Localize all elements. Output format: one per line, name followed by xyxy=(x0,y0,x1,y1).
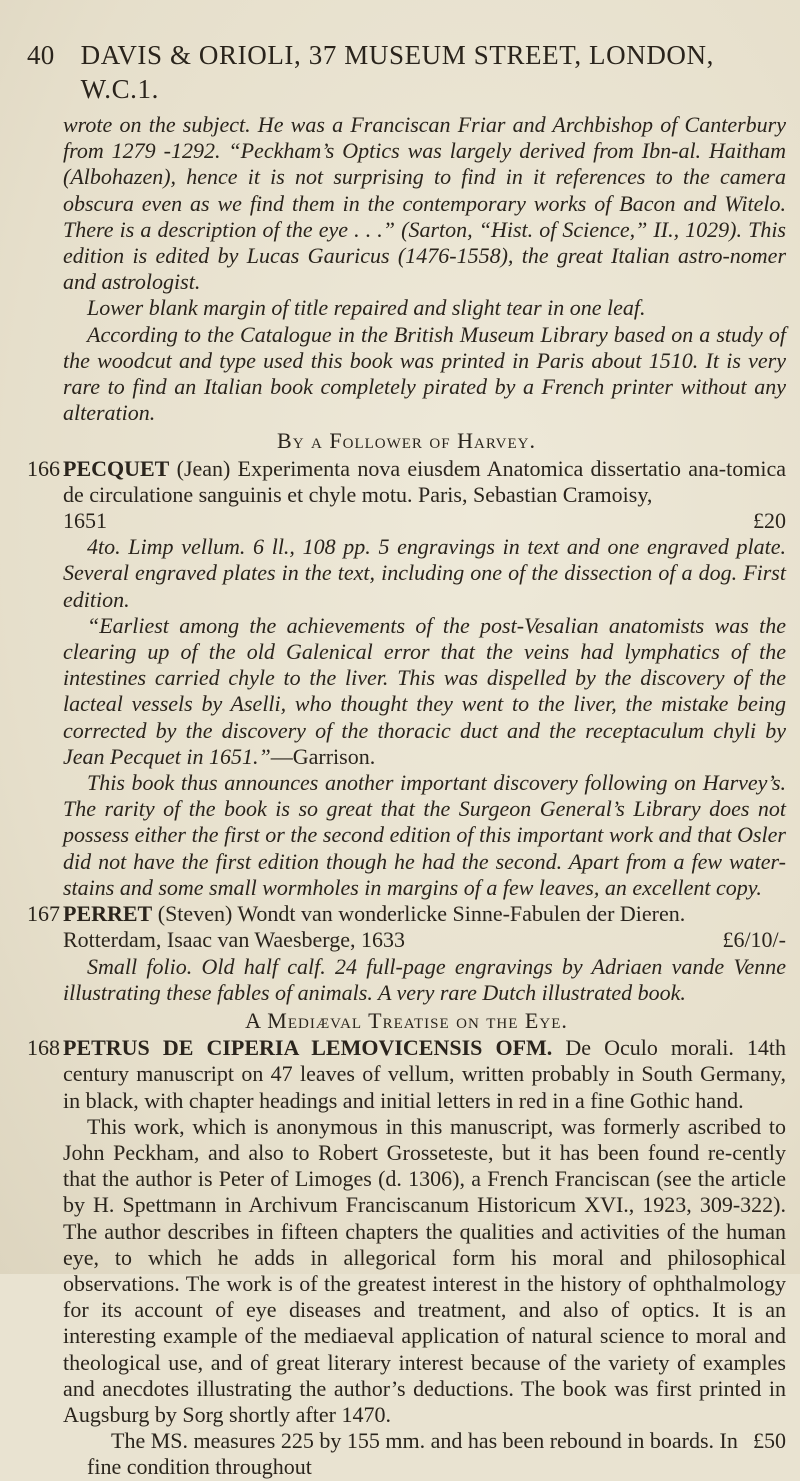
entry-measurements-line xyxy=(27,1428,786,1480)
printing-note: According to the Catalogue in the British Museum Library based on a study of the woodcut and type used this book was printed in Paris about 1510. It is very rare to find an Italian book completely pirated by a French printer without any alteration. xyxy=(63,321,786,426)
entry-imprint: Rotterdam, Isaac van Waesberge, 1633 xyxy=(63,927,405,953)
section-heading-harvey: By a Follower of Harvey. xyxy=(277,428,536,454)
entry-title-text: De Oculo morali. 14th century manuscript on 47 leaves of vellum, written probably in South Germany, in black, with chapter headings and initial letters in red in a fine Gothic hand. xyxy=(63,1035,787,1113)
entry-author: PECQUET xyxy=(63,455,170,481)
entry-price: £6/10/- xyxy=(722,927,786,953)
entry-quote xyxy=(27,613,786,770)
entry-collation: Small folio. Old half calf. 24 full-page engravings by Adriaen vande Venne illustrating these fables of animals. A very rare Dutch illustrated book. xyxy=(63,953,786,1005)
entry-price: £20 xyxy=(753,508,786,534)
entry-title-text: (Jean) Experimenta nova eiusdem Anatomica dissertatio ana-tomica de circulatione sanguinis et chyle motu. Paris, Sebastian Cramoisy, xyxy=(63,455,786,507)
entry-notes: This book thus announces another important discovery following on Harvey’s. The rarity of the book is so great that the Surgeon General’s Library does not possess either the first or the second edition of this important work and that Osler did not have the first edition though he had the second. Apart from a few water-stains and some small wormholes in margins of a few leaves, an excellent copy. xyxy=(63,770,786,900)
quote-source: —Garrison. xyxy=(270,743,376,769)
quote-text: “Earliest among the achievements of the post-Vesalian anatomists was the clearing up of the old Galenical error that the veins had lymphatics of the intestines carried chyle to the liver. This was dispelled by the discovery of the lacteal vessels by Aselli, who thought they went to the liver, the mistake being corrected by the discovery of the thoracic duct and the receptaculum chyli by Jean Pecquet in 1651.” xyxy=(63,612,786,769)
page-number: 40 xyxy=(27,40,55,70)
continued-description: wrote on the subject. He was a Franciscan Friar and Archbishop of Canterbury from 1279 -1292. “Peckham’s Optics was largely derived from Ibn-al. Haitham (Albohazen), hence it is not surprising to find in it references to the camera obscura even as we find them in the contemporary works of Bacon and Witelo. There is a description of the eye . . .” (Sarton, “Hist. of Science,” II., 1029). This edition is edited by Lucas Gauricus (1476-1558), the great Italian astro-nomer and astrologist. xyxy=(63,112,786,295)
catalogue-entry-166 xyxy=(27,456,786,901)
entry-title xyxy=(27,901,786,927)
running-head xyxy=(27,38,786,106)
entry-measurements: The MS. measures 225 by 155 mm. and has been rebound in boards. In fine condition throughout xyxy=(87,1428,738,1480)
entry-title xyxy=(27,456,786,508)
entry-imprint-line xyxy=(27,508,786,534)
entry-number: 167 xyxy=(27,901,60,927)
entry-author: PETRUS DE CIPERIA LEMOVICENSIS OFM. xyxy=(63,1035,553,1061)
entry-imprint-line xyxy=(27,927,786,953)
section-heading-eye: A Mediæval Treatise on the Eye. xyxy=(245,1007,568,1033)
catalogue-entry-168 xyxy=(27,1035,786,1480)
catalogue-entry-167 xyxy=(27,901,786,1006)
running-title: DAVIS & ORIOLI, 37 MUSEUM STREET, LONDON, W.C.1. xyxy=(80,40,714,104)
entry-price: £50 xyxy=(753,1428,786,1454)
entry-author: PERRET xyxy=(63,901,153,927)
catalogue-body xyxy=(27,112,786,1481)
entry-year: 1651 xyxy=(63,508,107,534)
condition-note: Lower blank margin of title repaired and slight tear in one leaf. xyxy=(87,295,646,321)
entry-number: 166 xyxy=(27,455,60,481)
entry-collation: 4to. Limp vellum. 6 ll., 108 pp. 5 engravings in text and one engraved plate. Several engraved plates in the text, including one of the dissection of a dog. First edition. xyxy=(63,534,786,612)
entry-number: 168 xyxy=(27,1035,60,1061)
entry-title xyxy=(27,1035,786,1114)
entry-description: This work, which is anonymous in this manuscript, was formerly ascribed to John Peckham, and also to Robert Grosseteste, but it has been found re-cently that the author is Peter of Limoges (d. 1306), a French Franciscan (see the article by H. Spettmann in Archivum Franciscanum Historicum XVI., 1923, 309-322). The author describes in fifteen chapters the qualities and activities of the human eye, to which he adds in allegorical form his moral and philosophical observations. The work is of the greatest interest in the history of ophthalmology for its account of eye diseases and treatment, and also of optics. It is an interesting example of the mediaeval application of natural science to moral and theological use, and of great literary interest because of the variety of examples and anecdotes illustrating the author’s deductions. The book was first printed in Augsburg by Sorg shortly after 1470. xyxy=(63,1113,786,1427)
entry-title-text: (Steven) Wondt van wonderlicke Sinne-Fabulen der Dieren. xyxy=(157,901,686,927)
